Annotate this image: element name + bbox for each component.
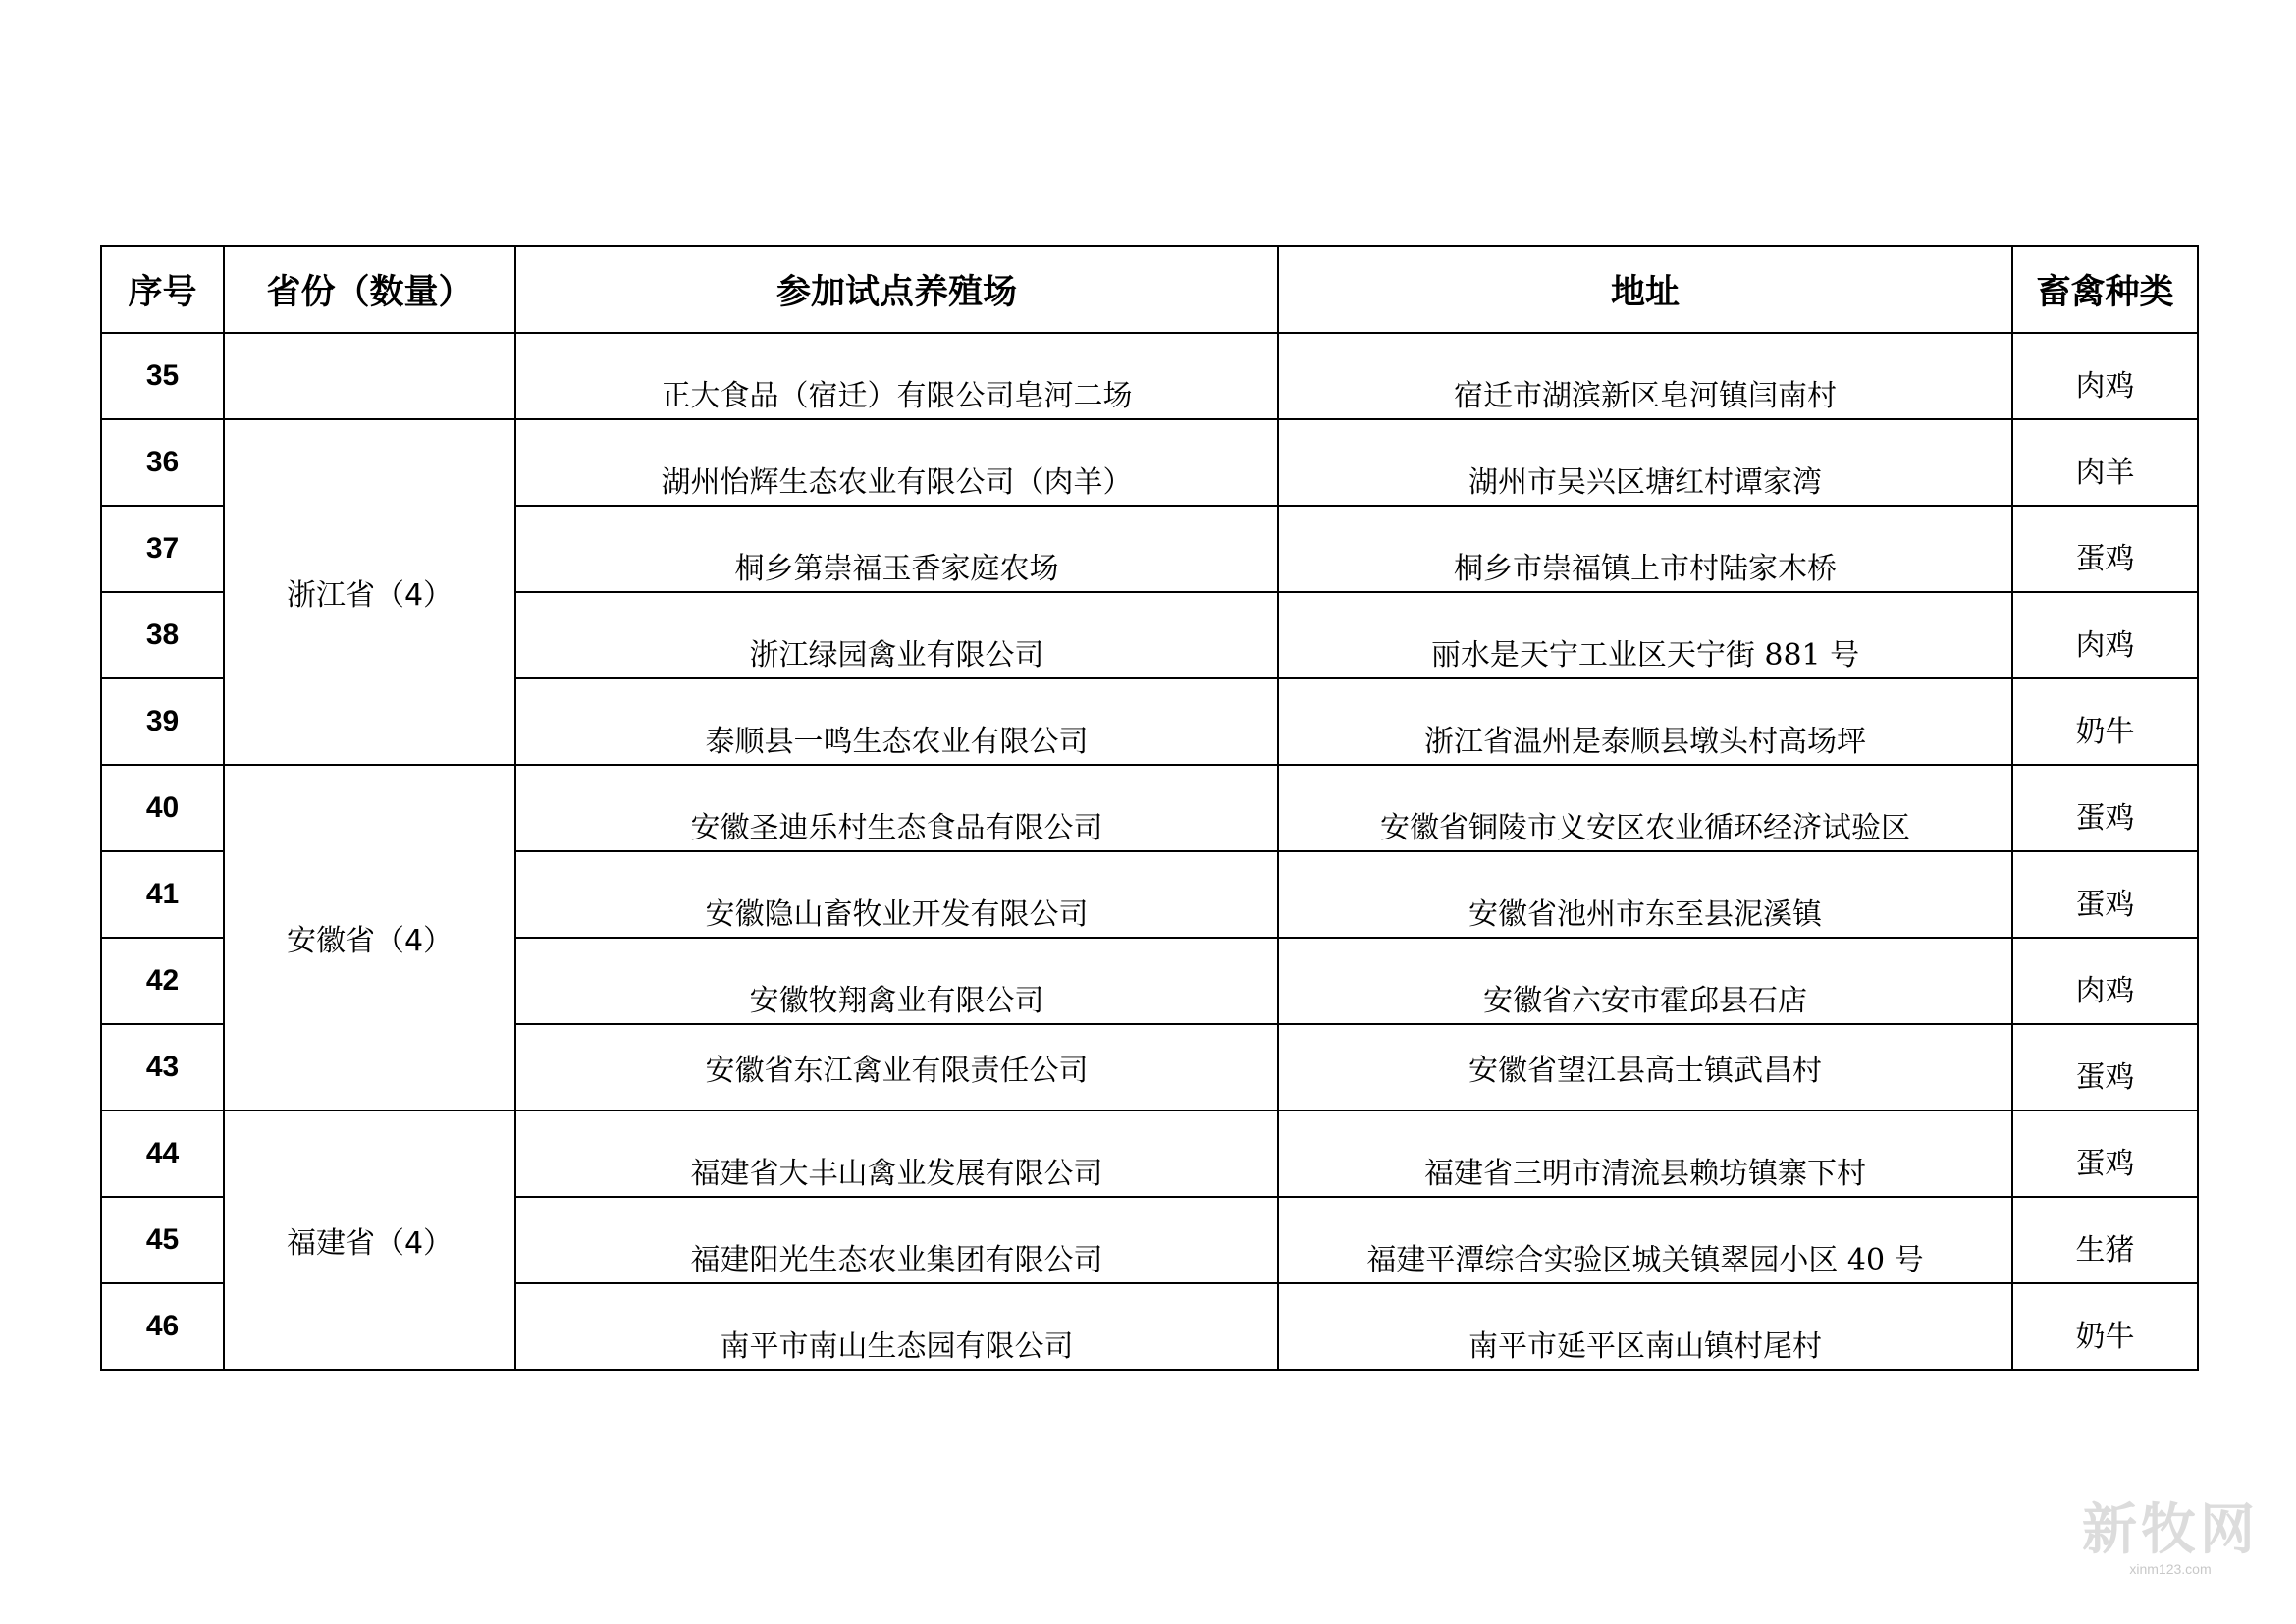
row-farm: 安徽牧翔禽业有限公司: [515, 938, 1278, 1024]
row-seq: 46: [101, 1283, 224, 1370]
header-species: 畜禽种类: [2012, 246, 2198, 333]
header-address: 地址: [1278, 246, 2012, 333]
row-farm: 安徽隐山畜牧业开发有限公司: [515, 851, 1278, 938]
site-watermark: [2082, 1487, 2259, 1577]
row-seq: 35: [101, 333, 224, 419]
header-province: 省份（数量）: [224, 246, 515, 333]
row-seq: 43: [101, 1024, 224, 1110]
row-address: 福建平潭综合实验区城关镇翠园小区 40 号: [1278, 1197, 2012, 1283]
watermark-url: xinm123.com: [2129, 1561, 2212, 1577]
row-species: 肉鸡: [2012, 938, 2198, 1024]
province-cell-fujian: 福建省（4）: [224, 1110, 515, 1370]
farm-list-table-container: [100, 245, 2197, 1371]
row-species: 蛋鸡: [2012, 1110, 2198, 1197]
row-seq: 40: [101, 765, 224, 851]
row-address: 安徽省望江县高士镇武昌村: [1278, 1024, 2012, 1110]
table-row: [101, 1110, 2198, 1197]
row-address: 安徽省铜陵市义安区农业循环经济试验区: [1278, 765, 2012, 851]
row-farm: 浙江绿园禽业有限公司: [515, 592, 1278, 678]
row-species: 肉鸡: [2012, 592, 2198, 678]
row-address: 安徽省池州市东至县泥溪镇: [1278, 851, 2012, 938]
row-seq: 36: [101, 419, 224, 506]
row-species: 蛋鸡: [2012, 506, 2198, 592]
row-province-empty: [224, 333, 515, 419]
table-row: [101, 765, 2198, 851]
row-species: 肉鸡: [2012, 333, 2198, 419]
farm-list-table: [100, 245, 2199, 1371]
row-seq: 38: [101, 592, 224, 678]
row-seq: 37: [101, 506, 224, 592]
row-farm: 正大食品（宿迁）有限公司皂河二场: [515, 333, 1278, 419]
row-species: 蛋鸡: [2012, 851, 2198, 938]
row-species: 肉羊: [2012, 419, 2198, 506]
row-farm: 福建阳光生态农业集团有限公司: [515, 1197, 1278, 1283]
row-farm: 桐乡第崇福玉香家庭农场: [515, 506, 1278, 592]
row-seq: 45: [101, 1197, 224, 1283]
row-seq: 44: [101, 1110, 224, 1197]
header-seq: 序号: [101, 246, 224, 333]
row-address: 宿迁市湖滨新区皂河镇闫南村: [1278, 333, 2012, 419]
row-species: 蛋鸡: [2012, 765, 2198, 851]
row-address: 丽水是天宁工业区天宁街 881 号: [1278, 592, 2012, 678]
row-species: 奶牛: [2012, 1283, 2198, 1370]
row-address: 安徽省六安市霍邱县石店: [1278, 938, 2012, 1024]
row-farm: 南平市南山生态园有限公司: [515, 1283, 1278, 1370]
row-farm: 湖州怡辉生态农业有限公司（肉羊）: [515, 419, 1278, 506]
table-row: [101, 419, 2198, 506]
row-farm: 安徽圣迪乐村生态食品有限公司: [515, 765, 1278, 851]
row-farm: 福建省大丰山禽业发展有限公司: [515, 1110, 1278, 1197]
row-address: 桐乡市崇福镇上市村陆家木桥: [1278, 506, 2012, 592]
province-cell-anhui: 安徽省（4）: [224, 765, 515, 1110]
row-address: 湖州市吴兴区塘红村谭家湾: [1278, 419, 2012, 506]
row-species: 蛋鸡: [2012, 1024, 2198, 1110]
row-address: 浙江省温州是泰顺县墩头村高场坪: [1278, 678, 2012, 765]
row-address: 福建省三明市清流县赖坊镇寨下村: [1278, 1110, 2012, 1197]
table-row: [101, 333, 2198, 419]
header-farm: 参加试点养殖场: [515, 246, 1278, 333]
row-farm: 泰顺县一鸣生态农业有限公司: [515, 678, 1278, 765]
row-address: 南平市延平区南山镇村尾村: [1278, 1283, 2012, 1370]
row-seq: 41: [101, 851, 224, 938]
row-seq: 42: [101, 938, 224, 1024]
table-header-row: [101, 246, 2198, 333]
row-farm: 安徽省东江禽业有限责任公司: [515, 1024, 1278, 1110]
row-species: 奶牛: [2012, 678, 2198, 765]
row-species: 生猪: [2012, 1197, 2198, 1283]
province-cell-zhejiang: 浙江省（4）: [224, 419, 515, 765]
watermark-logo-text: 新牧网: [2082, 1498, 2259, 1562]
row-seq: 39: [101, 678, 224, 765]
